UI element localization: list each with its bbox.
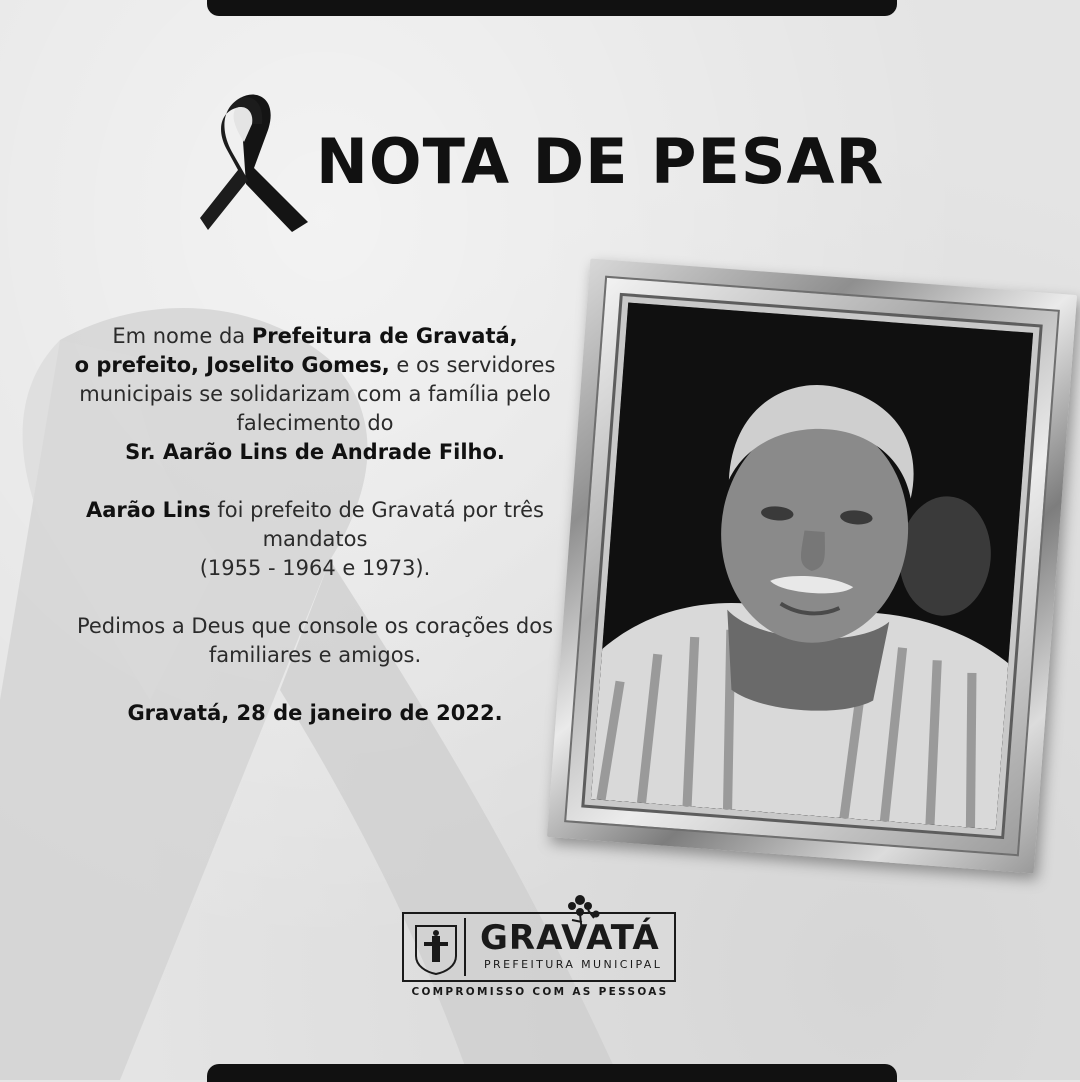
portrait-frame bbox=[547, 259, 1077, 874]
paragraph-history: Aarão Lins foi prefeito de Gravatá por três mandatos (1955 - 1964 e 1973). bbox=[85, 498, 544, 580]
logo-subtitle: PREFEITURA MUNICIPAL bbox=[484, 958, 663, 971]
gravata-logo bbox=[402, 892, 678, 1002]
page-title: NOTA DE PESAR bbox=[316, 125, 885, 198]
bottom-bar bbox=[207, 1064, 897, 1082]
logo-tagline: COMPROMISSO COM AS PESSOAS bbox=[411, 986, 669, 998]
mourning-ribbon-icon bbox=[196, 90, 316, 236]
org-name: Prefeitura de Gravatá, bbox=[251, 324, 518, 348]
portrait-photo bbox=[591, 302, 1033, 829]
portrait-image bbox=[591, 302, 1033, 829]
mayor-name: o prefeito, Joselito Gomes, bbox=[74, 353, 390, 377]
condolence-message bbox=[72, 322, 558, 728]
logo-name: GRAVATÁ bbox=[480, 918, 660, 958]
logo-box bbox=[402, 912, 676, 982]
date-line: Gravatá, 28 de janeiro de 2022. bbox=[127, 701, 503, 725]
paragraph-intro: Em nome da Prefeitura de Gravatá, o prefeito, Joselito Gomes, e os servidores municipais se solidarizam com a família pelo falecimento do Sr. Aarão Lins de Andrade Filho. bbox=[74, 324, 556, 464]
paragraph-prayer: Pedimos a Deus que console os corações dos familiares e amigos. bbox=[76, 614, 554, 667]
city-seal-icon bbox=[408, 918, 466, 976]
top-bar bbox=[207, 0, 897, 16]
deceased-name: Sr. Aarão Lins de Andrade Filho. bbox=[125, 440, 505, 464]
